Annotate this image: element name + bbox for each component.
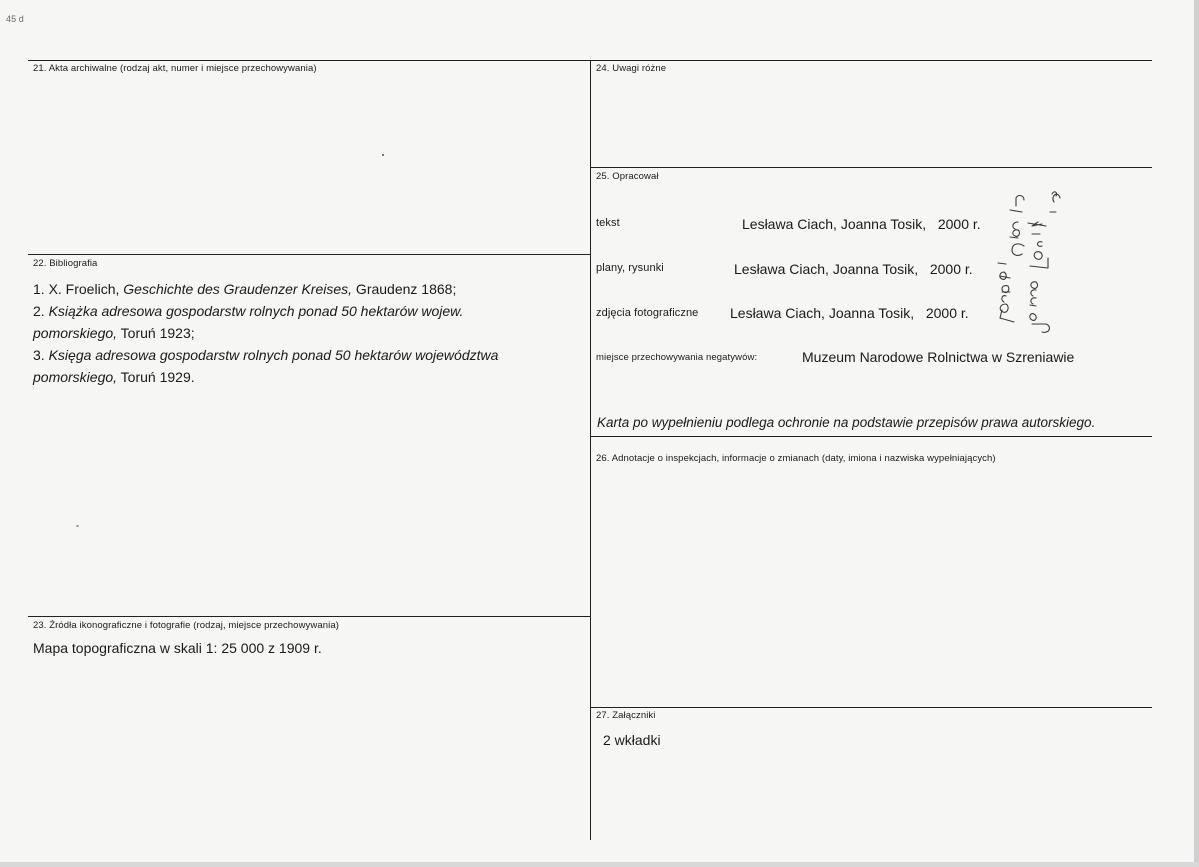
attachments-value: 2 wkładki — [603, 732, 661, 748]
negatives-location: Muzeum Narodowe Rolnictwa w Szreniawie — [802, 349, 1075, 365]
bibliography-entry-cont: pomorskiego, Toruń 1929. — [33, 369, 195, 385]
card-edge-bottom — [0, 862, 1199, 867]
rule-22-23 — [28, 616, 590, 617]
bibliography-entry: 1. X. Froelich, Geschichte des Graudenzer Kreises, Graudenz 1868; — [33, 281, 457, 297]
bibliography-entry: 2. Książka adresowa gospodarstw rolnych ponad 50 hektarów wojew. — [33, 303, 464, 319]
author-row-value: Lesława Ciach, Joanna Tosik, 2000 r. — [734, 261, 973, 277]
section-26-label: 26. Adnotacje o inspekcjach, informacje o zmianach (daty, imiona i nazwiska wypełniających) — [596, 453, 996, 464]
rule-26-27 — [590, 707, 1152, 708]
rule-21-22 — [28, 254, 590, 255]
bibliography-entry: 3. Księga adresowa gospodarstw rolnych ponad 50 hektarów województwa — [33, 347, 499, 363]
section-25-label: 25. Opracował — [596, 171, 659, 182]
negatives-label: miejsce przechowywania negatywów: — [596, 352, 758, 363]
center-divider — [590, 60, 591, 840]
section-24-label: 24. Uwagi różne — [596, 63, 667, 74]
handwritten-signature — [984, 182, 1074, 342]
author-row-label: plany, rysunki — [596, 262, 664, 274]
author-row-label: zdjęcia fotograficzne — [596, 307, 699, 319]
bibliography-entry-cont: pomorskiego, Toruń 1923; — [33, 325, 195, 341]
section-22-label: 22. Bibliografia — [33, 258, 98, 269]
speck — [76, 525, 79, 527]
section-27-label: 27. Załączniki — [596, 710, 656, 721]
author-row-value: Lesława Ciach, Joanna Tosik, 2000 r. — [742, 216, 981, 232]
rule-25-26 — [590, 436, 1152, 437]
speck — [382, 154, 384, 156]
corner-mark: 45 d — [6, 14, 24, 24]
author-row-value: Lesława Ciach, Joanna Tosik, 2000 r. — [730, 305, 969, 321]
copyright-note: Karta po wypełnieniu podlega ochronie na podstawie przepisów prawa autorskiego. — [597, 415, 1096, 430]
section-21-label: 21. Akta archiwalne (rodzaj akt, numer i miejsce przechowywania) — [33, 63, 317, 74]
section-23-label: 23. Źródła ikonograficzne i fotografie (rodzaj, miejsce przechowywania) — [33, 620, 339, 631]
rule-24-25 — [590, 167, 1152, 168]
author-row-label: tekst — [596, 217, 620, 229]
card-edge-right — [1194, 0, 1199, 867]
iconographic-sources: Mapa topograficzna w skali 1: 25 000 z 1909 r. — [33, 640, 322, 656]
